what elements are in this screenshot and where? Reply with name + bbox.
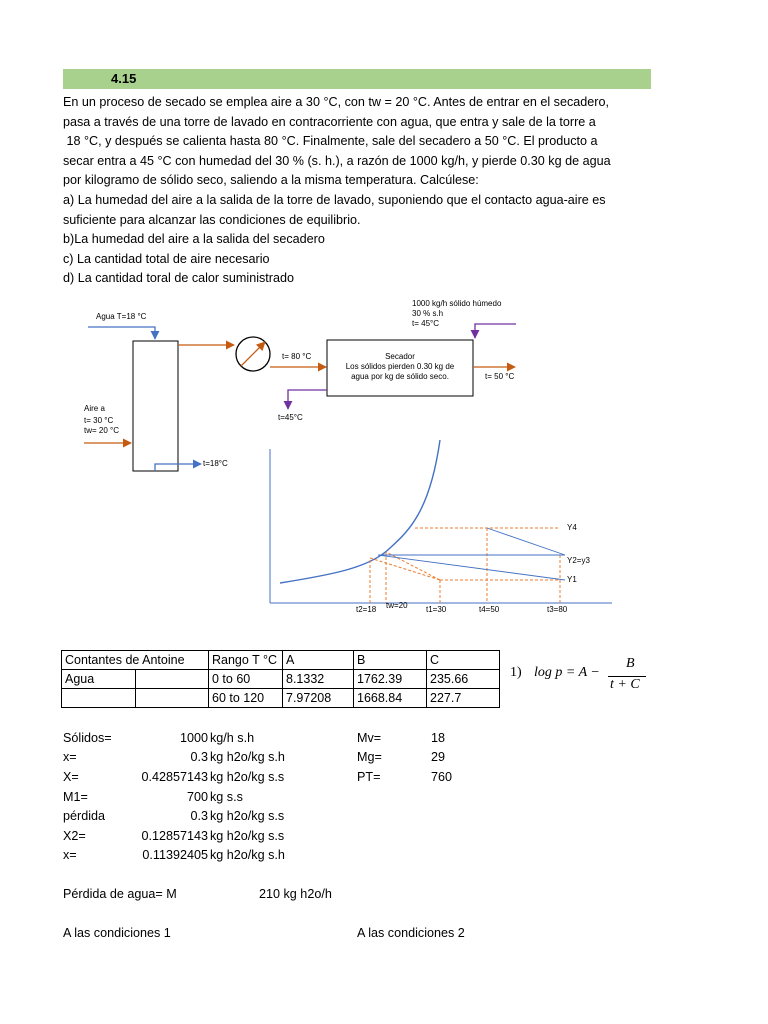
calc-unit: kg h2o/kg s.s [210, 829, 285, 843]
table-row [62, 689, 500, 708]
process-line-a [370, 558, 440, 580]
statement-line: 18 °C, y después se calienta hasta 80 °C. Finalmente, sale del secadero a 50 °C. El producto a [63, 134, 598, 149]
table-cell: 0 to 60 [209, 670, 283, 689]
constant-label: PT= [357, 770, 381, 784]
table-header-cell: Rango T °C [209, 651, 283, 670]
statement-line: b)La humedad del aire a la salida del secadero [63, 232, 325, 247]
solids-out-label: t=45°C [278, 413, 303, 422]
dryer-desc-1: Los sólidos pierden 0.30 kg de [345, 362, 455, 371]
calc-unit: kg h2o/kg s.h [210, 848, 285, 862]
problem-header-bar [63, 69, 651, 89]
statement-line: En un proceso de secado se emplea aire a 30 °C, con tw = 20 °C. Antes de entrar en el secadero, [63, 95, 609, 109]
table-cell [136, 670, 209, 689]
washing-tower [133, 341, 178, 471]
statement-line: secar entra a 45 °C con humedad del 30 % (s. h.), a razón de 1000 kg/h, y pierde 0.30 kg de agua [63, 153, 611, 168]
solids-out-arrow [288, 390, 327, 409]
table-header-cell: C [427, 651, 500, 670]
table-cell: 1668.84 [354, 689, 427, 708]
statement-line: c) La cantidad total de aire necesario [63, 251, 270, 266]
x-label-tw: tw=20 [386, 601, 408, 610]
problem-statement [63, 93, 663, 289]
table-cell: 60 to 120 [209, 689, 283, 708]
equation-denominator: t + C [610, 677, 640, 692]
water-in-arrow [88, 327, 155, 339]
calc-unit: kg/h s.h [210, 731, 255, 745]
calc-unit: kg h2o/kg s.h [210, 750, 285, 764]
statement-line: por kilogramo de sólido seco, saliendo a la misma temperatura. Calcúlese: [63, 173, 479, 188]
water-loss-value: 210 kg h2o/h [259, 887, 332, 901]
calc-label: Sólidos= [63, 731, 112, 745]
calc-value: 0.3 [190, 750, 208, 764]
calc-unit: kg h2o/kg s.s [210, 770, 285, 784]
feed-label-3: t= 45°C [412, 319, 439, 328]
water-loss-label: Pérdida de agua= M [63, 887, 177, 901]
table-cell: 7.97208 [283, 689, 354, 708]
air-in-label-1: Aire a [84, 404, 105, 413]
calc-value: 0.11392405 [142, 848, 208, 862]
dryer-desc-2: agua por kg de sólido seco. [351, 372, 449, 381]
table-header-cell: A [283, 651, 354, 670]
table-header-cell: Contantes de Antoine [62, 651, 209, 670]
calc-label: M1= [63, 790, 88, 804]
table-header-row [62, 651, 500, 670]
adiabatic-line [378, 555, 565, 580]
water-in-label: Agua T=18 °C [96, 312, 147, 321]
psychrometric-chart [270, 440, 612, 614]
y-label-y4: Y4 [567, 523, 577, 532]
equation-number: 1) [510, 665, 522, 680]
calc-label: X= [63, 770, 79, 784]
constant-value: 760 [431, 770, 453, 784]
calc-value: 700 [186, 790, 208, 804]
conditions-2-heading: A las condiciones 2 [357, 926, 465, 940]
statement-line: suficiente para alcanzar las condiciones de equilibrio. [63, 212, 361, 227]
calc-label: x= [63, 750, 77, 764]
calc-unit: kg h2o/kg s.s [210, 809, 285, 823]
table-cell: Agua [62, 670, 136, 689]
constant-label: Mg= [357, 750, 382, 764]
feed-arrow [475, 324, 516, 338]
x-label-t4: t4=50 [479, 605, 500, 614]
hot-air-label: t= 80 °C [282, 352, 312, 361]
calc-value: 1000 [179, 731, 208, 745]
calc-value: 0.12857143 [141, 829, 208, 843]
y-label-y2: Y2=y3 [567, 556, 590, 565]
table-cell: 227.7 [427, 689, 500, 708]
table-header-cell: B [354, 651, 427, 670]
drying-line [487, 528, 565, 555]
process-diagram [0, 290, 768, 635]
x-label-t1: t1=30 [426, 605, 447, 614]
conditions-1-heading: A las condiciones 1 [63, 926, 171, 940]
statement-line: pasa a través de una torre de lavado en contracorriente con agua, que entra y sale de la torre a [63, 114, 596, 129]
air-in-label-2: t= 30 °C [84, 416, 114, 425]
calc-unit: kg s.s [210, 790, 243, 804]
statement-line: a) La humedad del aire a la salida de la torre de lavado, suponiendo que el contacto agua-aire es [63, 192, 606, 207]
antoine-equation [510, 656, 650, 696]
constant-label: Mv= [357, 731, 382, 745]
problem-number: 4.15 [111, 71, 137, 86]
feed-label-1: 1000 kg/h sólido húmedo [412, 299, 502, 308]
table-cell: 8.1332 [283, 670, 354, 689]
antoine-table [61, 650, 500, 708]
feed-label-2: 30 % s.h [412, 309, 444, 318]
equation-numerator: B [626, 656, 635, 671]
constant-value: 18 [431, 731, 446, 745]
calc-value: 0.42857143 [141, 770, 208, 784]
water-out-label: t=18°C [203, 459, 228, 468]
equation-lhs: log p = A − [534, 665, 600, 680]
calc-label: X2= [63, 829, 86, 843]
table-cell [136, 689, 209, 708]
calc-label: pérdida [63, 809, 106, 823]
table-cell [62, 689, 136, 708]
constant-value: 29 [431, 750, 446, 764]
saturation-curve [280, 440, 440, 583]
calc-value: 0.3 [190, 809, 208, 823]
calc-label: x= [63, 848, 77, 862]
table-row [62, 670, 500, 689]
dryer-title: Secador [385, 352, 415, 361]
x-label-t2: t2=18 [356, 605, 377, 614]
air-in-label-3: tw= 20 °C [84, 426, 119, 435]
table-cell: 1762.39 [354, 670, 427, 689]
x-label-t3: t3=80 [547, 605, 568, 614]
y-label-y1: Y1 [567, 575, 577, 584]
air-out-label: t= 50 °C [485, 372, 515, 381]
statement-line: d) La cantidad toral de calor suministrado [63, 271, 295, 286]
table-cell: 235.66 [427, 670, 500, 689]
